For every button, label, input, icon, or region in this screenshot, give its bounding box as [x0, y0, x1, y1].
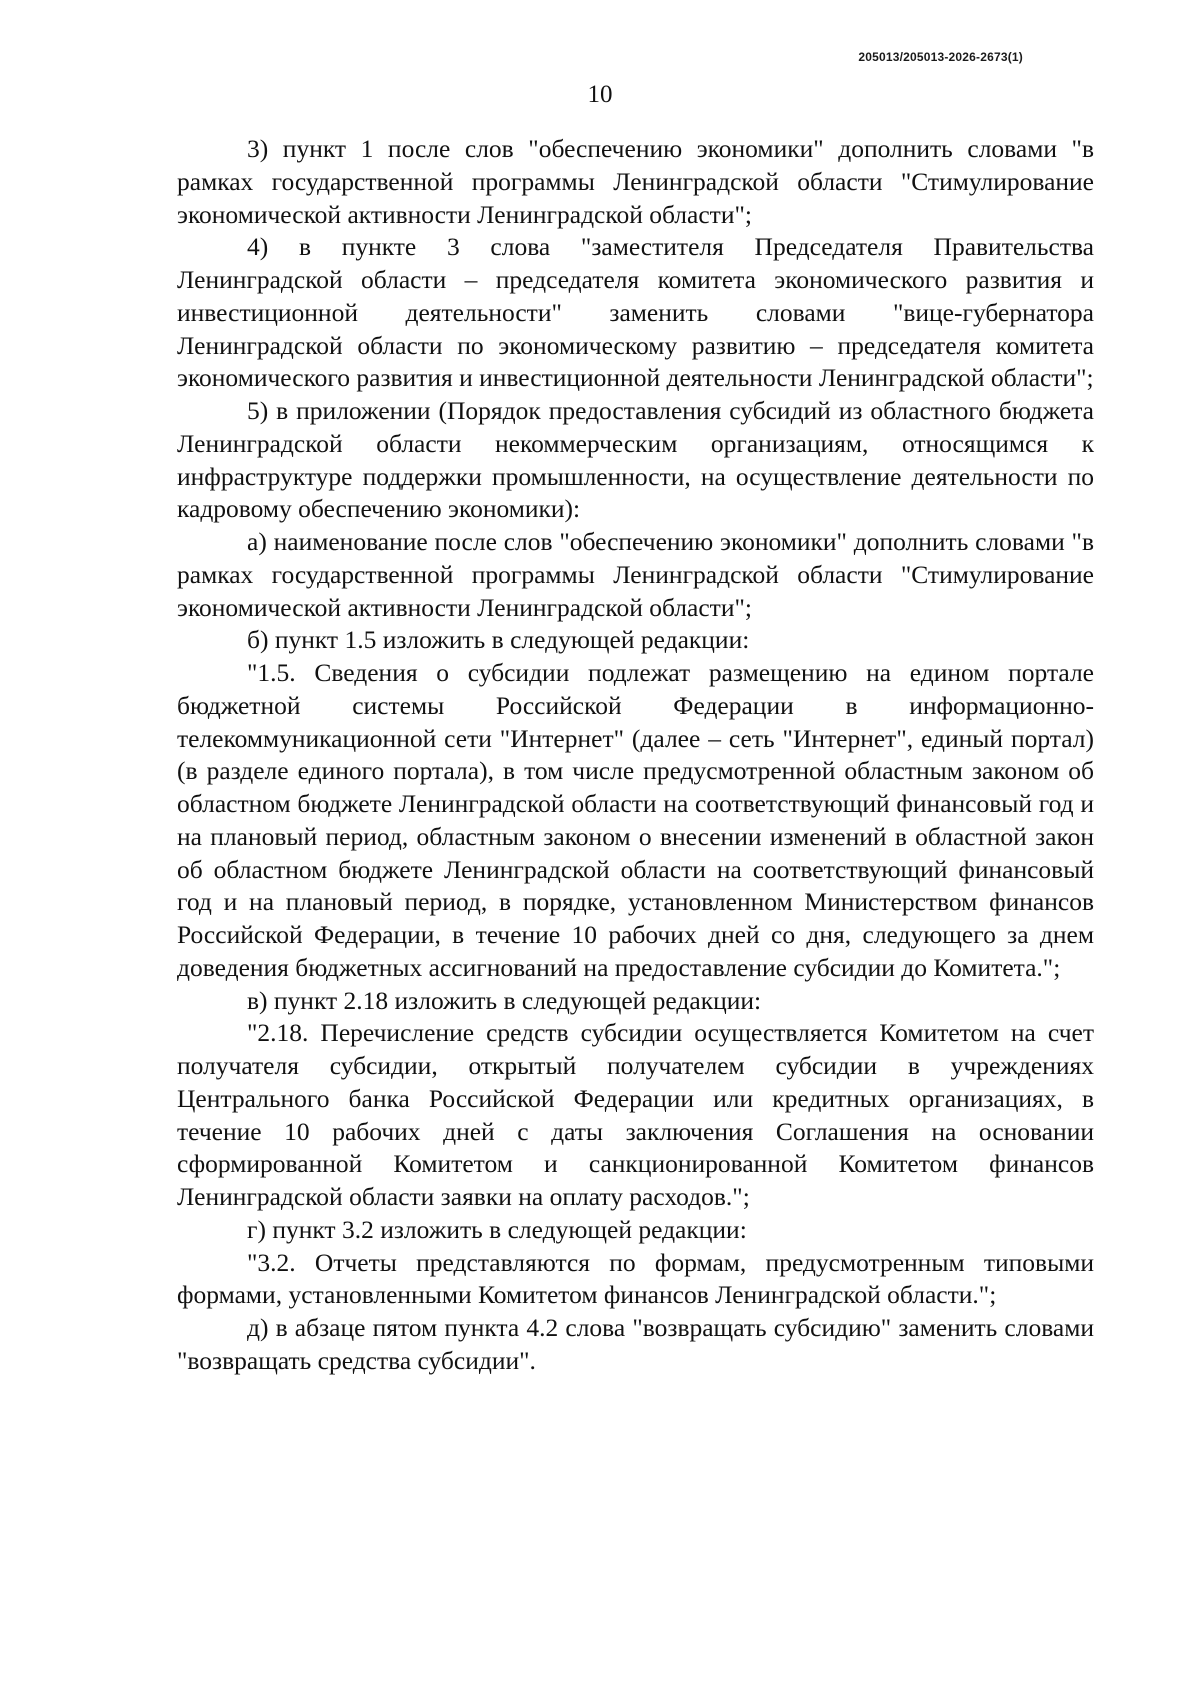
paragraph-clause-2-18: "2.18. Перечисление средств субсидии осуществляется Комитетом на счет получателя субсидии, открытый получателем субсидии в учреждениях Центрального банка Российской Федерации или кредитных организациях, в течение 10 рабочих дней с даты заключения Соглашения на основании сформированной Комитетом и санкционированной Комитетом финансов Ленинградской области заявки на оплату расходов."; [177, 1018, 1094, 1211]
paragraph-clause-1-5: "1.5. Сведения о субсидии подлежат размещению на едином портале бюджетной системы Российской Федерации в информационно-телекоммуникационной сети "Интернет" (далее – сеть "Интернет", единый портал) (в разделе единого портала), в том числе предусмотренной областным законом об областном бюджете Ленинградской области на соответствующий финансовый год и на плановый период, областным законом о внесении изменений в областной закон об областном бюджете Ленинградской области на соответствующий финансовый год и на плановый период, в порядке, установленном Министерством финансов Российской Федерации, в течение 10 рабочих дней со дня, следующего за днем доведения бюджетных ассигнований на предоставление субсидии до Комитета."; [177, 658, 1094, 982]
paragraph-subitem-b: б) пункт 1.5 изложить в следующей редакции: [247, 625, 750, 655]
paragraph-subitem-a: а) наименование после слов "обеспечению экономики" дополнить словами "в рамках государственной программы Ленинградской области "Стимулирование экономической активности Ленинградской области"; [177, 527, 1094, 622]
paragraph-subitem-d: д) в абзаце пятом пункта 4.2 слова "возвращать субсидию" заменить словами "возвращать средства субсидии". [177, 1313, 1094, 1375]
paragraph-item-4: 4) в пункте 3 слова "заместителя Председателя Правительства Ленинградской области – председателя комитета экономического развития и инвестиционной деятельности" заменить словами "вице-губернатора Ленинградской области по экономическому развитию – председателя комитета экономического развития и инвестиционной деятельности Ленинградской области"; [177, 232, 1094, 393]
page-number: 10 [587, 81, 613, 108]
paragraph-clause-3-2: "3.2. Отчеты представляются по формам, предусмотренным типовыми формами, установленными Комитетом финансов Ленинградской области."; [177, 1247, 1094, 1310]
document-registration-number: 205013/205013-2026-2673(1) [858, 50, 1023, 64]
document-body [177, 133, 1094, 1378]
paragraph-item-3: 3) пункт 1 после слов "обеспечению экономики" дополнить словами "в рамках государственной программы Ленинградской области "Стимулирование экономической активности Ленинградской области"; [177, 134, 1094, 229]
paragraph-item-5: 5) в приложении (Порядок предоставления субсидий из областного бюджета Ленинградской области некоммерческим организациям, относящимся к инфраструктуре поддержки промышленности, на осуществление деятельности по кадровому обеспечению экономики): [177, 396, 1094, 524]
paragraph-subitem-v: в) пункт 2.18 изложить в следующей редакции: [247, 985, 762, 1015]
paragraph-subitem-g: г) пункт 3.2 изложить в следующей редакции: [247, 1214, 747, 1244]
